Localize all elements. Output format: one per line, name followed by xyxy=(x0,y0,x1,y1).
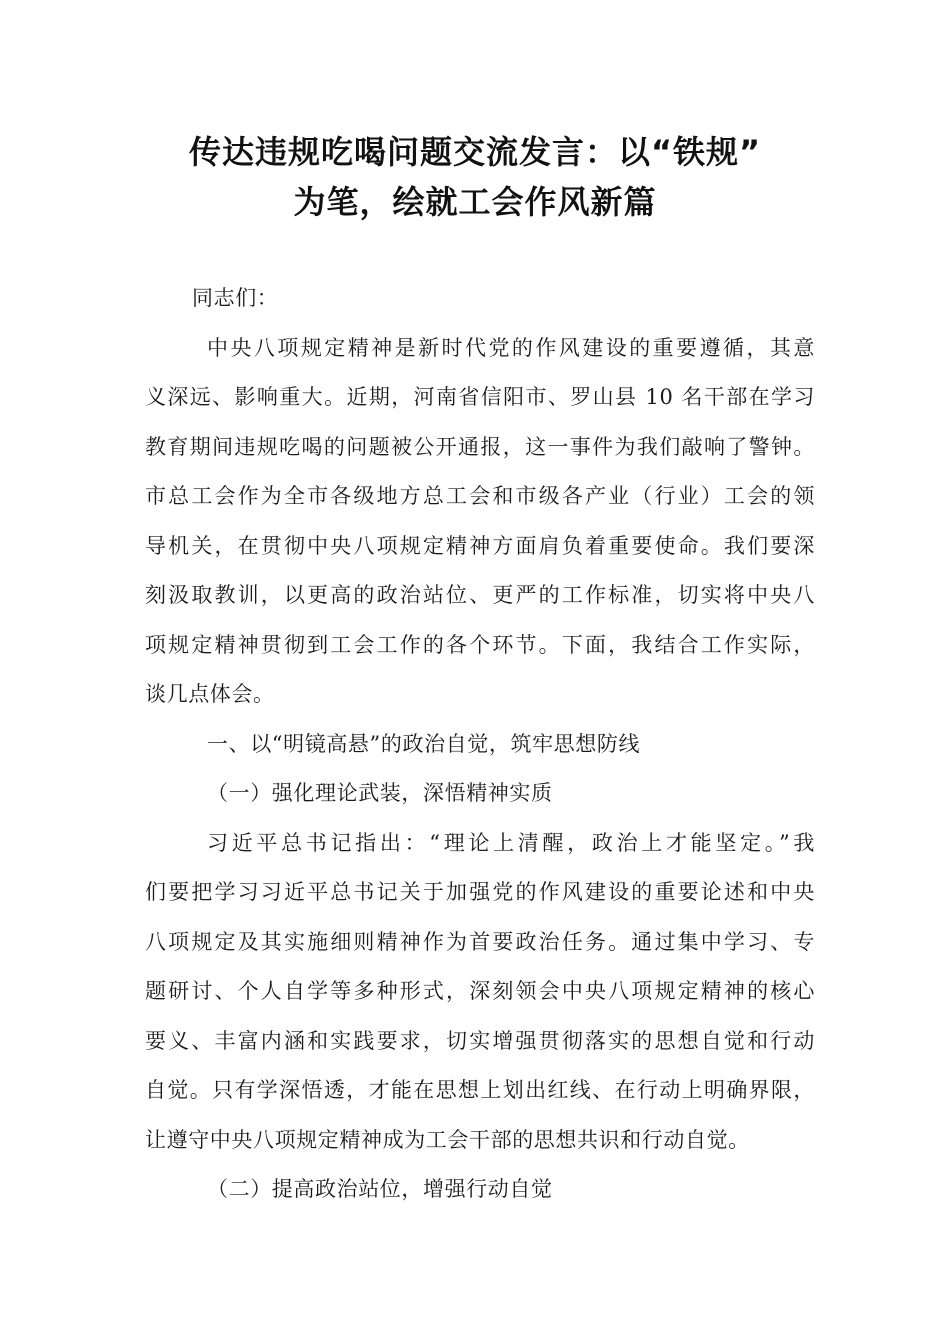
paragraph-2-line: 习近平总书记指出：“理论上清醒，政治上才能坚定。”我 xyxy=(207,830,815,855)
salutation: 同志们： xyxy=(192,286,279,310)
paragraph-2-line: 要义、丰富内涵和实践要求，切实增强贯彻落实的思想自觉和行动 xyxy=(145,1028,815,1053)
section-1-heading: 一、以“明镜高悬”的政治自觉，筑牢思想防线 xyxy=(207,731,641,756)
paragraph-2-line: 让遵守中央八项规定精神成为工会干部的思想共识和行动自觉。 xyxy=(145,1127,750,1152)
subsection-1-heading: （一）强化理论武装，深悟精神实质 xyxy=(207,781,553,805)
paragraph-2-line: 题研讨、个人自学等多种形式，深刻领会中央八项规定精神的核心 xyxy=(145,979,815,1003)
document-body xyxy=(145,274,815,1215)
paragraph-2-line: 八项规定及其实施细则精神作为首要政治任务。通过集中学习、专 xyxy=(145,929,815,954)
document-title-line-2: 为笔，绘就工会作风新篇 xyxy=(293,183,657,221)
paragraph-1-line: 义深远、影响重大。近期，河南省信阳市、罗山县 10 名干部在学习 xyxy=(145,385,815,409)
paragraph-2-line: 自觉。只有学深悟透，才能在思想上划出红线、在行动上明确界限， xyxy=(145,1078,815,1102)
paragraph-1-line: 中央八项规定精神是新时代党的作风建设的重要遵循，其意 xyxy=(207,335,815,360)
paragraph-1-line: 项规定精神贯彻到工会工作的各个环节。下面，我结合工作实际， xyxy=(145,632,815,657)
paragraph-1-line: 导机关，在贯彻中央八项规定精神方面肩负着重要使命。我们要深 xyxy=(145,533,815,558)
paragraph-2-line: 们要把学习习近平总书记关于加强党的作风建设的重要论述和中央 xyxy=(145,880,815,904)
paragraph-1-line: 谈几点体会。 xyxy=(145,682,275,706)
document-title-line-1: 传达违规吃喝问题交流发言：以“铁规” xyxy=(188,133,762,171)
paragraph-1-line: 刻汲取教训，以更高的政治站位、更严的工作标准，切实将中央八 xyxy=(145,583,815,607)
paragraph-1-line: 市总工会作为全市各级地方总工会和市级各产业（行业）工会的领 xyxy=(145,484,815,508)
subsection-2-heading: （二）提高政治站位，增强行动自觉 xyxy=(207,1177,553,1201)
paragraph-1-line: 教育期间违规吃喝的问题被公开通报，这一事件为我们敲响了警钟。 xyxy=(145,434,815,459)
